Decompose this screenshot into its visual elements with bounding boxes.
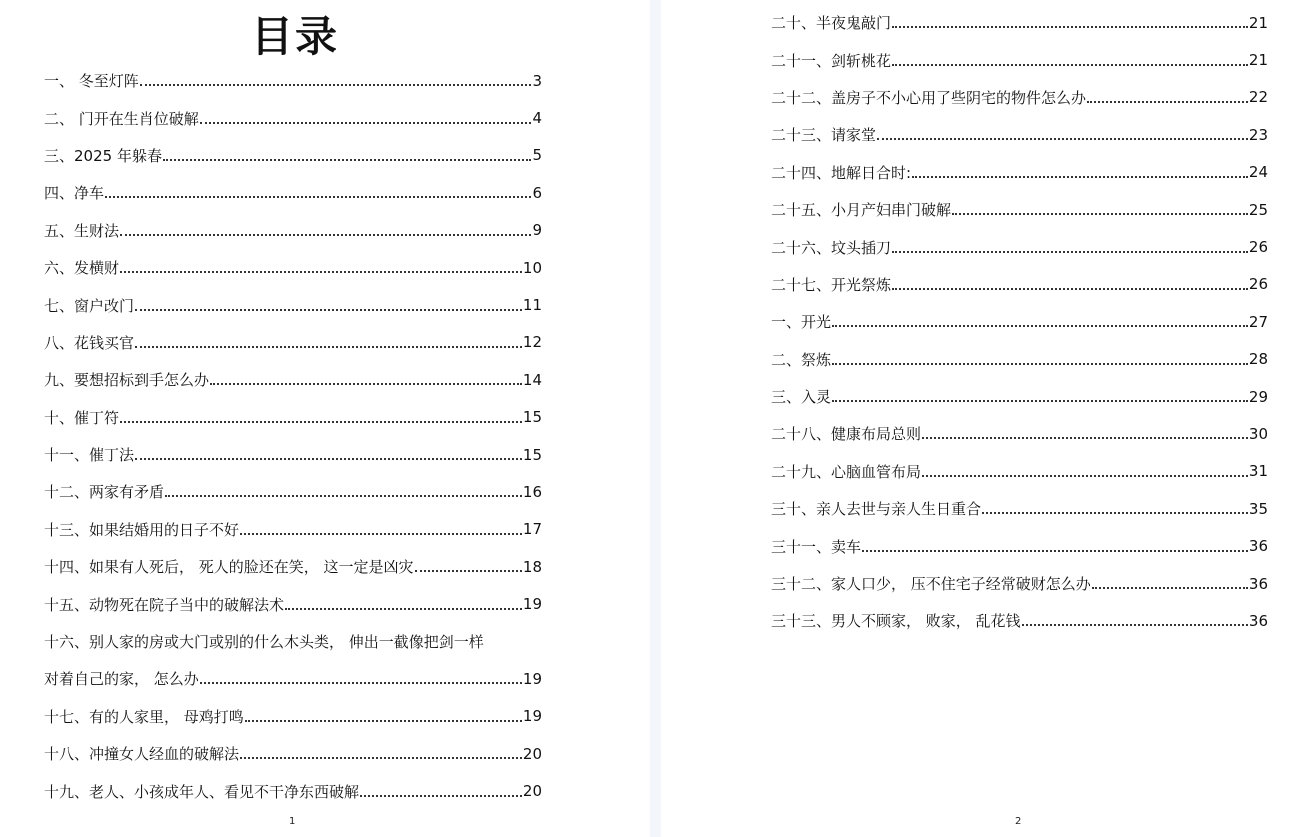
toc-leader-dots — [200, 681, 522, 684]
toc-entry-title: 二、 门开在生肖位破解 — [44, 109, 199, 128]
toc-leader-dots — [892, 63, 1248, 66]
toc-entry[interactable] — [771, 79, 1268, 116]
toc-leader-dots — [982, 511, 1248, 514]
toc-leader-dots — [165, 494, 522, 497]
toc-entry-page-number: 35 — [1248, 499, 1268, 518]
toc-entry-page-number: 17 — [522, 520, 542, 539]
toc-entry[interactable] — [44, 324, 542, 361]
toc-list-page-2 — [771, 4, 1268, 640]
toc-leader-dots — [140, 83, 532, 86]
toc-entry[interactable] — [44, 772, 542, 809]
document-page-2 — [661, 0, 1311, 837]
toc-leader-dots — [210, 382, 522, 385]
toc-entry[interactable] — [771, 341, 1268, 378]
toc-leader-dots — [912, 175, 1248, 178]
toc-entry-page-number: 21 — [1248, 51, 1268, 70]
toc-entry-page-number: 20 — [522, 744, 542, 763]
toc-entry-title: 对着自己的家， 怎么办 — [44, 670, 199, 689]
toc-leader-dots — [922, 474, 1248, 477]
toc-entry-page-number: 9 — [532, 221, 542, 240]
toc-entry-page-number: 4 — [532, 109, 542, 128]
toc-entry[interactable] — [44, 548, 542, 585]
toc-leader-dots — [1087, 100, 1248, 103]
toc-entry-title: 三、入灵 — [771, 388, 832, 407]
toc-entry[interactable] — [44, 361, 542, 398]
toc-entry[interactable] — [771, 453, 1268, 490]
toc-entry-page-number: 18 — [522, 557, 542, 576]
toc-entry[interactable] — [44, 585, 542, 622]
document-page-1 — [0, 0, 650, 837]
toc-entry-page-number: 20 — [522, 782, 542, 801]
toc-entry-page-number: 12 — [522, 333, 542, 352]
toc-entry-title: 二十九、心脑血管布局 — [771, 462, 922, 481]
toc-leader-dots — [415, 569, 522, 572]
toc-leader-dots — [1022, 623, 1248, 626]
toc-leader-dots — [135, 308, 522, 311]
toc-leader-dots — [120, 270, 522, 273]
toc-leader-dots — [832, 324, 1248, 327]
toc-entry-page-number: 22 — [1248, 88, 1268, 107]
page-number: 2 — [1015, 816, 1022, 827]
toc-entry-page-number: 15 — [522, 445, 542, 464]
toc-entry-title: 八、花钱买官 — [44, 333, 135, 352]
toc-entry[interactable] — [771, 191, 1268, 228]
toc-entry-title: 二、祭炼 — [771, 350, 832, 369]
toc-entry[interactable] — [771, 228, 1268, 265]
toc-entry-title: 三、2025 年躲春 — [44, 146, 162, 165]
toc-entry-page-number: 19 — [522, 669, 542, 688]
toc-entry[interactable] — [44, 511, 542, 548]
toc-entry-page-number: 3 — [532, 71, 542, 90]
toc-entry-title: 二十六、坟头插刀 — [771, 238, 892, 257]
toc-entry-page-number: 36 — [1248, 537, 1268, 556]
toc-leader-dots — [952, 212, 1248, 215]
toc-entry[interactable] — [771, 266, 1268, 303]
toc-leader-dots — [120, 420, 522, 423]
toc-entry[interactable] — [44, 473, 542, 510]
toc-entry-page-number: 6 — [532, 183, 542, 202]
toc-entry-title: 十六、别人家的房或大门或别的什么木头类， 伸出一截像把剑一样 — [44, 633, 484, 652]
toc-entry[interactable] — [771, 378, 1268, 415]
toc-leader-dots — [892, 250, 1248, 253]
toc-entry-title: 二十二、盖房子不小心用了些阴宅的物件怎么办 — [771, 88, 1087, 107]
toc-entry-page-number: 31 — [1248, 462, 1268, 481]
toc-entry-title: 二十八、健康布局总则 — [771, 425, 922, 444]
toc-leader-dots — [892, 287, 1248, 290]
toc-entry-page-number: 24 — [1248, 163, 1268, 182]
toc-entry-title: 二十、半夜鬼敲门 — [771, 14, 892, 33]
toc-leader-dots — [200, 121, 532, 124]
toc-leader-dots — [135, 457, 522, 460]
toc-entry-title: 十九、老人、小孩成年人、看见不干净东西破解 — [44, 782, 360, 801]
toc-leader-dots — [360, 794, 522, 797]
toc-entry[interactable] — [771, 527, 1268, 564]
toc-entry-page-number: 19 — [522, 595, 542, 614]
page-gutter — [650, 0, 661, 837]
toc-entry-title: 二十七、开光祭炼 — [771, 275, 892, 294]
toc-entry-page-number: 25 — [1248, 200, 1268, 219]
toc-entry[interactable] — [44, 735, 542, 772]
toc-leader-dots — [240, 532, 522, 535]
toc-entry-title: 十三、如果结婚用的日子不好 — [44, 520, 240, 539]
toc-entry[interactable] — [44, 137, 542, 174]
toc-entry[interactable] — [771, 565, 1268, 602]
toc-entry-page-number: 15 — [522, 408, 542, 427]
toc-entry-page-number: 14 — [522, 370, 542, 389]
toc-entry-page-number: 5 — [532, 146, 542, 165]
toc-entry-title: 十二、两家有矛盾 — [44, 483, 165, 502]
toc-entry[interactable] — [44, 99, 542, 136]
toc-entry[interactable] — [44, 62, 542, 99]
toc-entry[interactable] — [771, 303, 1268, 340]
toc-entry-title: 五、生财法 — [44, 221, 120, 240]
toc-entry-title: 十四、如果有人死后， 死人的脸还在笑， 这一定是凶灾 — [44, 558, 414, 577]
toc-entry-page-number: 30 — [1248, 424, 1268, 443]
toc-list-page-1 — [44, 62, 542, 810]
toc-entry-page-number: 21 — [1248, 13, 1268, 32]
toc-entry-title: 三十二、家人口少， 压不住宅子经常破财怎么办 — [771, 575, 1091, 594]
toc-entry-title: 一、开光 — [771, 313, 832, 332]
toc-entry-page-number: 23 — [1248, 125, 1268, 144]
toc-leader-dots — [240, 756, 522, 759]
toc-leader-dots — [135, 345, 522, 348]
toc-leader-dots — [832, 399, 1248, 402]
toc-entry[interactable] — [771, 41, 1268, 78]
toc-entry-title: 二十五、小月产妇串门破解 — [771, 201, 952, 220]
toc-entry-title: 十、催丁符 — [44, 408, 120, 427]
toc-leader-dots — [892, 25, 1248, 28]
toc-leader-dots — [922, 436, 1248, 439]
toc-entry-page-number: 29 — [1248, 387, 1268, 406]
toc-leader-dots — [877, 137, 1248, 140]
toc-entry-page-number: 10 — [522, 258, 542, 277]
toc-entry-page-number: 36 — [1248, 574, 1268, 593]
toc-leader-dots — [285, 607, 522, 610]
toc-entry-title: 二十三、请家堂 — [771, 126, 877, 145]
toc-entry-title: 十八、冲撞女人经血的破解法 — [44, 745, 240, 764]
toc-entry-title: 十五、动物死在院子当中的破解法术 — [44, 595, 285, 614]
toc-entry[interactable] — [44, 623, 542, 660]
toc-entry-title: 三十、亲人去世与亲人生日重合 — [771, 500, 982, 519]
toc-entry[interactable] — [44, 249, 542, 286]
toc-entry[interactable] — [771, 154, 1268, 191]
toc-entry[interactable] — [771, 602, 1268, 639]
toc-entry-page-number: 11 — [522, 296, 542, 315]
toc-title: 目录 — [250, 12, 339, 61]
toc-entry-page-number: 27 — [1248, 312, 1268, 331]
toc-leader-dots — [245, 719, 522, 722]
toc-entry-page-number: 16 — [522, 482, 542, 501]
toc-entry-title: 十一、催丁法 — [44, 446, 135, 465]
toc-entry[interactable] — [44, 660, 542, 697]
toc-entry-page-number: 26 — [1248, 238, 1268, 257]
toc-leader-dots — [1092, 586, 1248, 589]
toc-entry[interactable] — [44, 399, 542, 436]
page-number: 1 — [289, 816, 296, 827]
toc-entry-page-number: 19 — [522, 707, 542, 726]
toc-entry[interactable] — [771, 116, 1268, 153]
toc-entry-title: 九、要想招标到手怎么办 — [44, 371, 210, 390]
toc-entry-title: 二十四、地解日合时: — [771, 163, 912, 182]
toc-entry[interactable] — [44, 212, 542, 249]
toc-entry[interactable] — [771, 490, 1268, 527]
toc-leader-dots — [120, 233, 531, 236]
toc-entry-title: 四、净车 — [44, 184, 105, 203]
toc-entry-page-number: 28 — [1248, 350, 1268, 369]
toc-entry[interactable] — [44, 436, 542, 473]
toc-entry-title: 三十三、男人不顾家， 败家， 乱花钱 — [771, 612, 1021, 631]
toc-leader-dots — [862, 549, 1248, 552]
toc-leader-dots — [105, 195, 531, 198]
toc-entry-title: 六、发横财 — [44, 259, 120, 278]
toc-entry-page-number: 36 — [1248, 611, 1268, 630]
toc-entry-title: 七、窗户改门 — [44, 296, 135, 315]
toc-entry[interactable] — [44, 698, 542, 735]
toc-entry-title: 十七、有的人家里， 母鸡打鸣 — [44, 707, 244, 726]
toc-leader-dots — [163, 158, 532, 161]
toc-entry-title: 一、 冬至灯阵 — [44, 72, 139, 91]
toc-entry[interactable] — [44, 174, 542, 211]
toc-entry[interactable] — [771, 415, 1268, 452]
toc-entry[interactable] — [771, 4, 1268, 41]
toc-entry[interactable] — [44, 286, 542, 323]
toc-entry-title: 二十一、剑斩桃花 — [771, 51, 892, 70]
toc-entry-title: 三十一、卖车 — [771, 537, 862, 556]
toc-entry-page-number: 26 — [1248, 275, 1268, 294]
toc-leader-dots — [832, 362, 1248, 365]
